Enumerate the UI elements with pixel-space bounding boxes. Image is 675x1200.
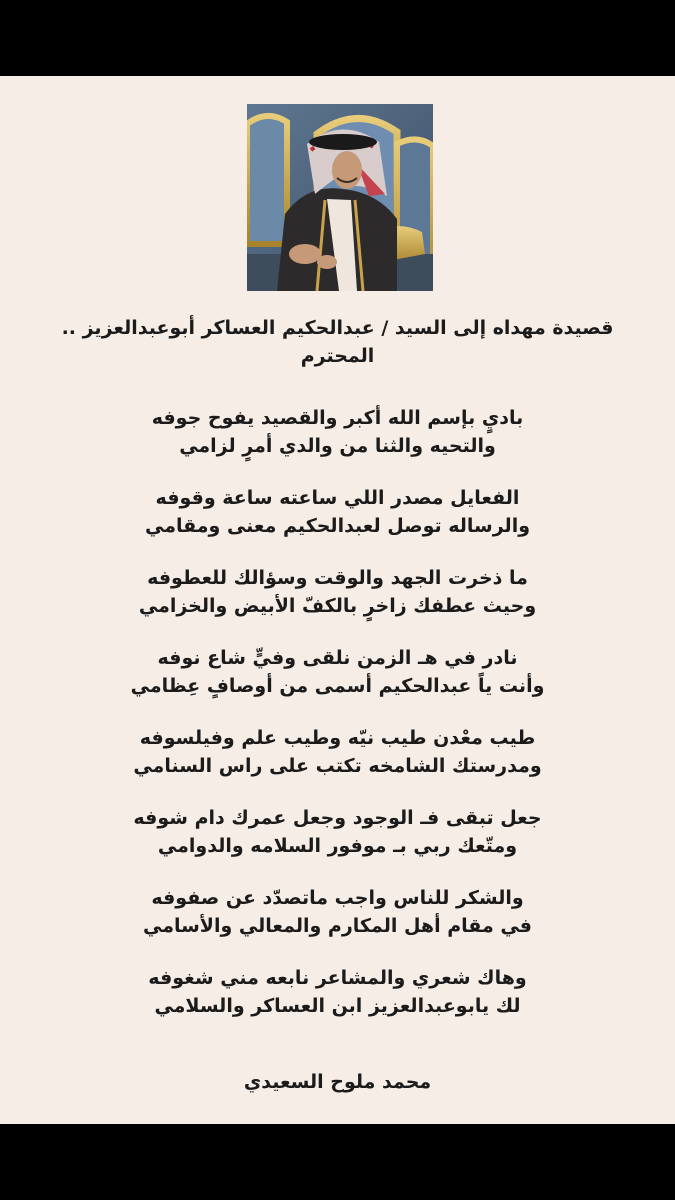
verse-line: نادر في هـ الزمن نلقى وفيٍّ شاع نوفه bbox=[157, 647, 518, 669]
verse-line: جعل تبقى فـ الوجود وجعل عمرك دام شوفه bbox=[133, 807, 542, 829]
verse-line: والرساله توصل لعبدالحكيم معنى ومقامي bbox=[144, 515, 531, 537]
poem-dedication: قصيدة مهداه إلى السيد / عبدالحكيم العساكر أبوعبدالعزيز .. المحترم bbox=[61, 317, 614, 367]
poem-text-area bbox=[0, 314, 675, 1096]
verse-line: في مقام أهل المكارم والمعالي والأسامي bbox=[143, 915, 532, 937]
verse-line: وأنت ياً عبدالحكيم أسمى من أوصافٍ عِظامي bbox=[130, 675, 545, 697]
stanza-8 bbox=[58, 964, 618, 1020]
verse-line: وحيث عطفك زاخرٍ بالكفّ الأبيض والخزامي bbox=[138, 595, 537, 617]
poet-signature: محمد ملوح السعيدي bbox=[243, 1071, 432, 1093]
stanza-4 bbox=[58, 644, 618, 700]
stanza-6 bbox=[58, 804, 618, 860]
verse-line: باديٍ بإسم الله أكبر والقصيد يفوح جوفه bbox=[151, 407, 524, 429]
verse-line: لك يابوعبدالعزيز ابن العساكر والسلامي bbox=[154, 995, 521, 1017]
poem-sheet bbox=[0, 76, 675, 1124]
verse-line: طيب معْدن طيب نيّه وطيب علم وفيلسوفه bbox=[139, 727, 536, 749]
verse-line: ما ذخرت الجهد والوقت وسؤالك للعطوفه bbox=[147, 567, 528, 589]
stanza-2 bbox=[58, 484, 618, 540]
portrait-photo bbox=[247, 104, 433, 291]
stanza-5 bbox=[58, 724, 618, 780]
stanza-7 bbox=[58, 884, 618, 940]
stanza-1 bbox=[58, 404, 618, 460]
verse-line: والتحيه والثنا من والدي أمرٍ لزامي bbox=[179, 435, 496, 457]
verse-line: والشكر للناس واجب ماتصدّد عن صفوفه bbox=[151, 887, 524, 909]
bottom-black-bar bbox=[0, 1124, 675, 1200]
top-black-bar bbox=[0, 0, 675, 76]
stanza-3 bbox=[58, 564, 618, 620]
verse-line: وهاك شعري والمشاعر نابعه مني شغوفه bbox=[148, 967, 527, 989]
verse-line: الفعايل مصدر اللي ساعته ساعة وقوفه bbox=[155, 487, 520, 509]
verse-line: ومدرستك الشامخه تكتب على راس السنامي bbox=[133, 755, 542, 777]
verse-line: ومتّعك ربي بـ موفور السلامه والدوامي bbox=[157, 835, 518, 857]
poem-stanzas bbox=[0, 404, 675, 1020]
